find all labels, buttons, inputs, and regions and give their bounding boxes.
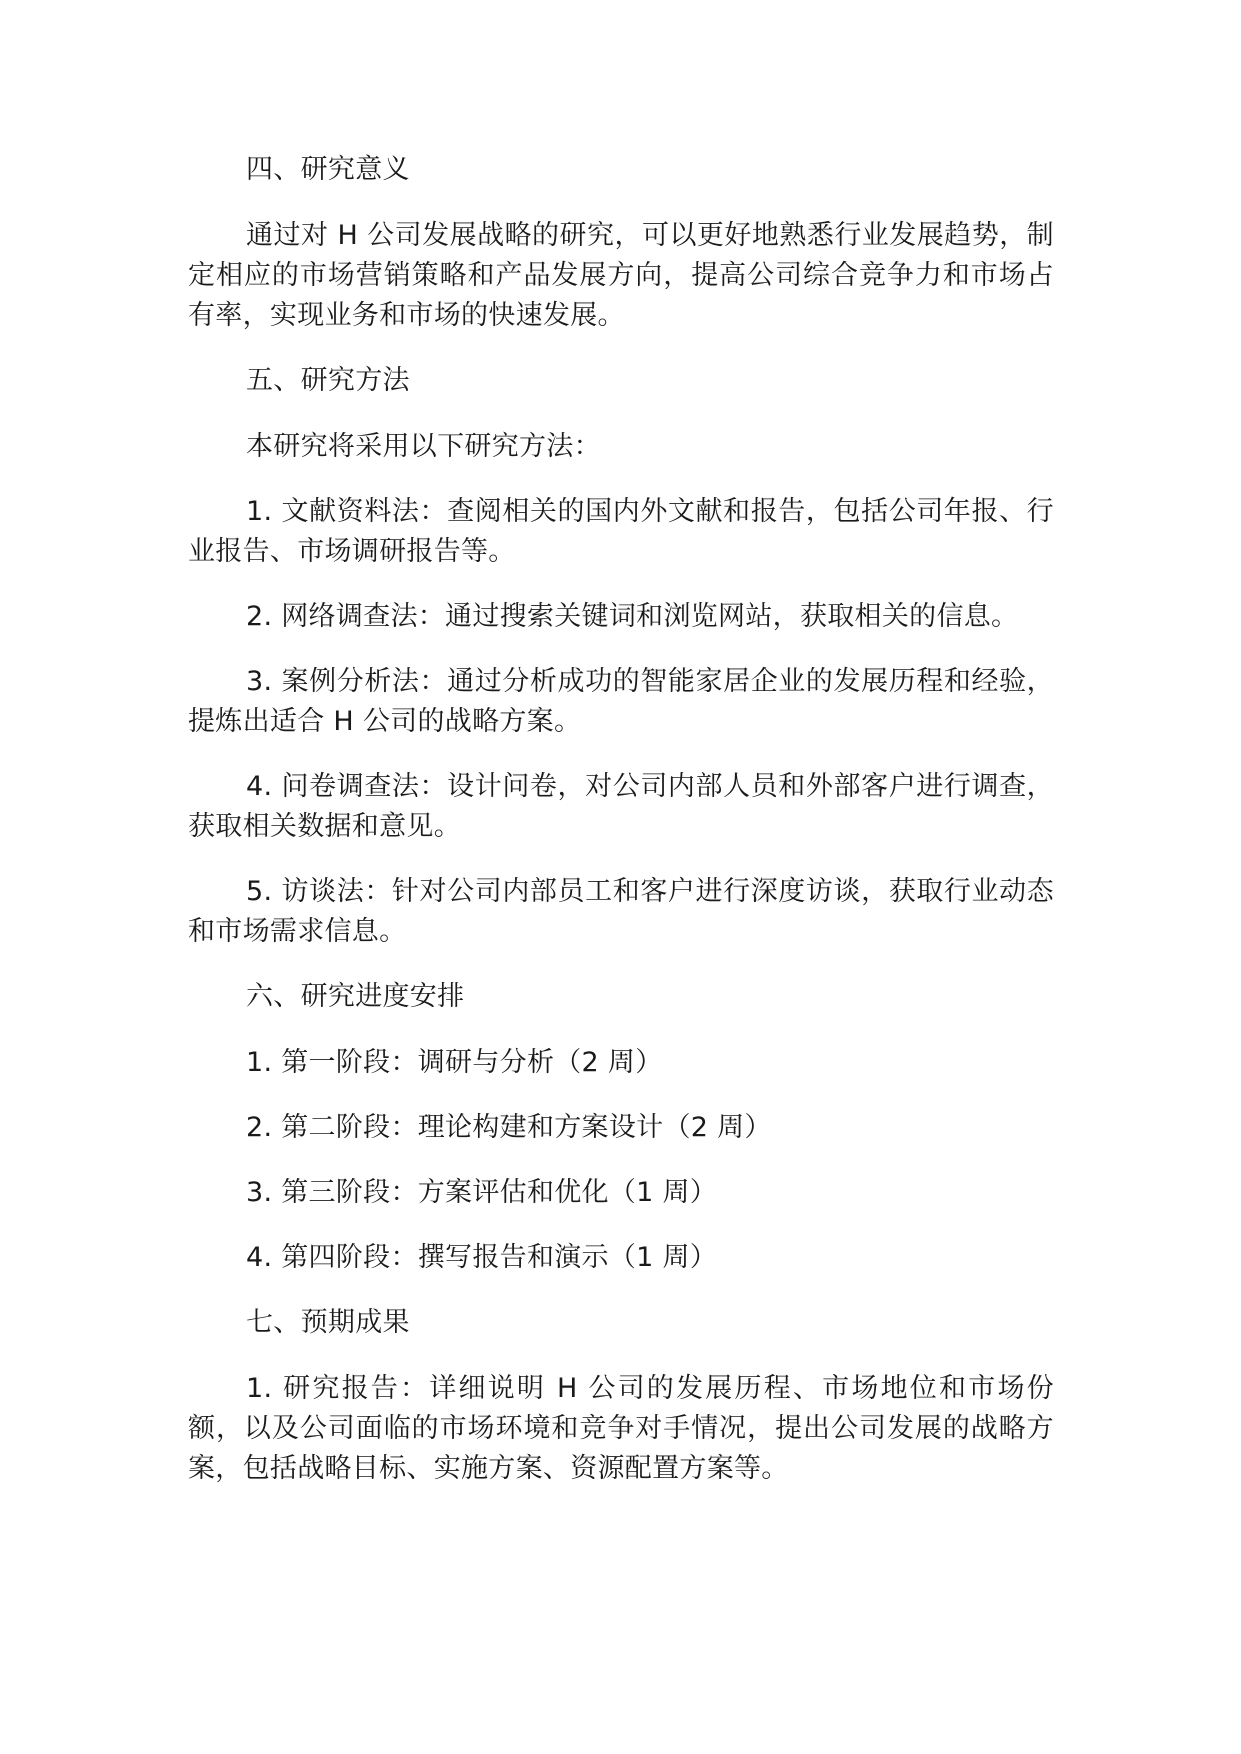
list-item-method-1: 1. 文献资料法：查阅相关的国内外文献和报告，包括公司年报、行业报告、市场调研报告等。	[188, 496, 1054, 567]
paragraph-methods-intro: 本研究将采用以下研究方法：	[246, 431, 601, 462]
document-page	[188, 150, 1054, 1514]
list-item-outcome-1: 1. 研究报告：详细说明 H 公司的发展历程、市场地位和市场份额，以及公司面临的市场环境和竞争对手情况，提出公司发展的战略方案，包括战略目标、实施方案、资源配置方案等。	[188, 1373, 1054, 1484]
section-heading-methods: 五、研究方法	[246, 365, 410, 396]
list-item-stage-2: 2. 第二阶段：理论构建和方案设计（2 周）	[246, 1112, 772, 1143]
section-heading-outcomes: 七、预期成果	[246, 1307, 410, 1338]
list-item-method-4: 4. 问卷调查法：设计问卷，对公司内部人员和外部客户进行调查，获取相关数据和意见。	[188, 771, 1054, 842]
list-item-method-5: 5. 访谈法：针对公司内部员工和客户进行深度访谈，获取行业动态和市场需求信息。	[188, 876, 1054, 947]
paragraph-significance: 通过对 H 公司发展战略的研究，可以更好地熟悉行业发展趋势，制定相应的市场营销策略和产品发展方向，提高公司综合竞争力和市场占有率，实现业务和市场的快速发展。	[188, 220, 1054, 331]
list-item-stage-3: 3. 第三阶段：方案评估和优化（1 周）	[246, 1177, 718, 1208]
section-heading-significance: 四、研究意义	[246, 154, 410, 185]
list-item-method-3: 3. 案例分析法：通过分析成功的智能家居企业的发展历程和经验，提炼出适合 H 公司的战略方案。	[188, 666, 1054, 737]
list-item-stage-4: 4. 第四阶段：撰写报告和演示（1 周）	[246, 1242, 718, 1273]
list-item-method-2: 2. 网络调查法：通过搜索关键词和浏览网站，获取相关的信息。	[246, 601, 1019, 632]
list-item-stage-1: 1. 第一阶段：调研与分析（2 周）	[246, 1047, 663, 1078]
section-heading-schedule: 六、研究进度安排	[246, 981, 465, 1012]
